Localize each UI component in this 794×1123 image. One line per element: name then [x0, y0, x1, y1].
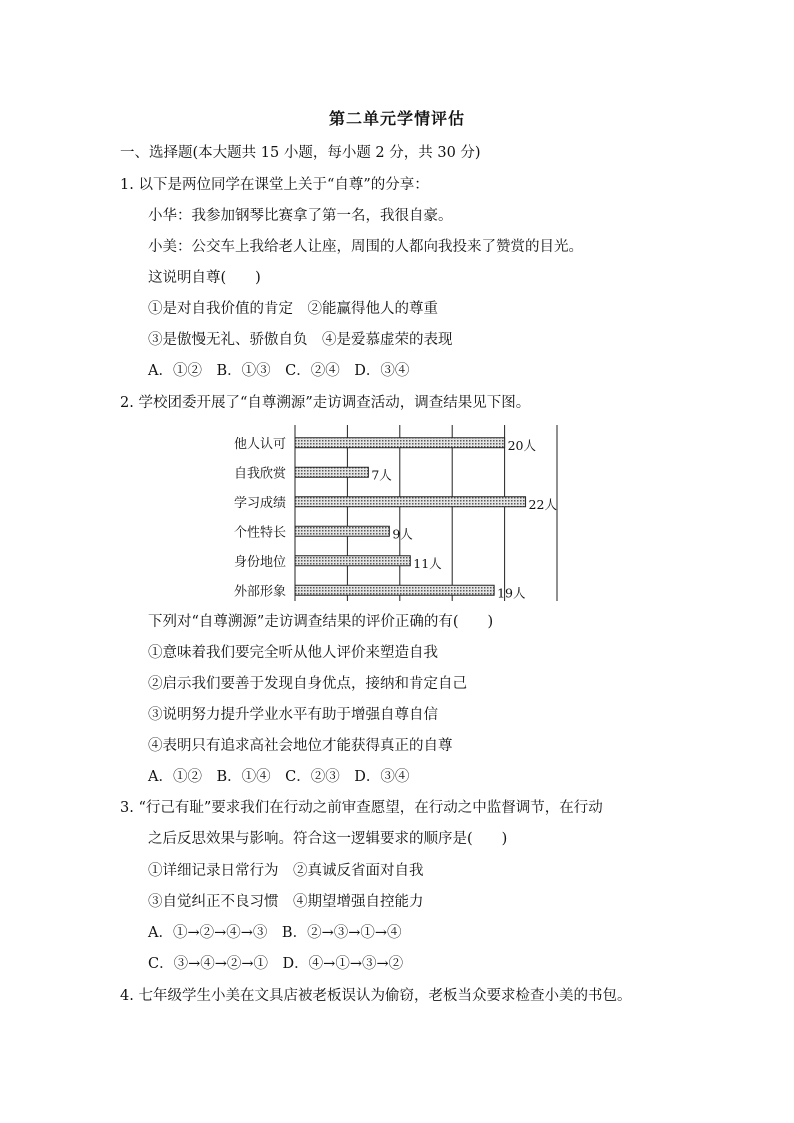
q2-prompt: 下列对“自尊溯源”走访调查结果的评价正确的有( ) [148, 614, 494, 630]
value-label: 9人 [392, 526, 413, 542]
q1-options-12: ①是对自我价值的肯定 ②能赢得他人的尊重 [148, 301, 438, 317]
q3-options-12: ①详细记录日常行为 ②真诚反省面对自我 [148, 863, 424, 879]
survey-bar-chart [226, 425, 566, 601]
category-label: 学习成绩 [234, 495, 287, 511]
chart-svg [226, 425, 566, 601]
category-label: 外部形象 [234, 584, 287, 600]
bar [295, 438, 505, 448]
category-label: 个性特长 [234, 525, 287, 541]
q1-choices: A．①② B．①③ C．②④ D．③④ [148, 363, 410, 379]
section-header: 一、选择题(本大题共 15 小题，每小题 2 分，共 30 分) [120, 145, 481, 161]
bar [295, 467, 368, 477]
q2-option-4: ④表明只有追求高社会地位才能获得真正的自尊 [148, 738, 453, 754]
value-label: 19人 [497, 585, 526, 601]
bar [295, 526, 389, 536]
category-label: 他人认可 [234, 436, 287, 452]
q2-stem: 2. 学校团委开展了“自尊溯源”走访调查活动，调查结果见下图。 [120, 395, 531, 411]
q1-xiaohua-quote: 小华：我参加钢琴比赛拿了第一名，我很自豪。 [148, 208, 453, 224]
q3-stem-line1: 3. “行己有耻”要求我们在行动之前审查愿望，在行动之中监督调节，在行动 [120, 800, 603, 816]
q1-stem: 1. 以下是两位同学在课堂上关于“自尊”的分享： [120, 177, 429, 193]
category-label: 自我欣赏 [234, 466, 287, 482]
q4-stem: 4. 七年级学生小美在文具店被老板误认为偷窃，老板当众要求检查小美的书包。 [120, 988, 632, 1004]
value-label: 11人 [413, 555, 442, 571]
bar [295, 585, 494, 595]
q3-stem-line2: 之后反思效果与影响。符合这一逻辑要求的顺序是( ) [148, 831, 508, 847]
q1-xiaomei-quote: 小美：公交车上我给老人让座，周围的人都向我投来了赞赏的目光。 [148, 239, 583, 255]
category-label: 身份地位 [234, 554, 287, 570]
q1-prompt: 这说明自尊( ) [148, 270, 261, 286]
bar [295, 556, 410, 566]
value-label: 22人 [528, 496, 557, 512]
q2-option-1: ①意味着我们要完全听从他人评价来塑造自我 [148, 645, 438, 661]
bar [295, 497, 526, 507]
q1-options-34: ③是傲慢无礼、骄傲自负 ④是爱慕虚荣的表现 [148, 332, 453, 348]
value-label: 20人 [507, 437, 537, 453]
q3-choices-cd: C．③→④→②→① D．④→①→③→② [148, 956, 404, 972]
q2-option-3: ③说明努力提升学业水平有助于增强自尊自信 [148, 707, 438, 723]
q3-options-34: ③自觉纠正不良习惯 ④期望增强自控能力 [148, 894, 424, 910]
q2-option-2: ②启示我们要善于发现自身优点，接纳和肯定自己 [148, 676, 467, 692]
page-title: 第二单元学情评估 [328, 109, 465, 128]
value-label: 7人 [371, 467, 392, 483]
q3-choices-ab: A．①→②→④→③ B．②→③→①→④ [148, 925, 402, 941]
q2-choices: A．①② B．①④ C．②③ D．③④ [148, 769, 410, 785]
